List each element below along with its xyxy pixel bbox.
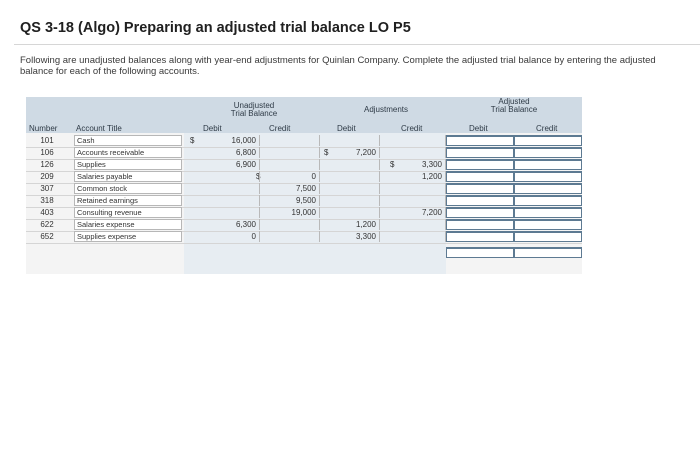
account-title-field: Supplies expense xyxy=(74,231,182,242)
adjusted-debit-input[interactable] xyxy=(446,171,514,182)
unadjusted-trial-balance-header xyxy=(186,102,322,118)
adjustments-debit-value xyxy=(326,171,380,182)
adjustments-debit-dollar-sign: $ xyxy=(324,148,329,157)
account-number: 126 xyxy=(40,160,54,169)
account-title-field: Salaries expense xyxy=(74,219,182,230)
account-number: 307 xyxy=(40,184,54,193)
adjustments-header xyxy=(326,106,446,114)
unadjusted-debit-value: 6,900 xyxy=(204,159,260,170)
account-title-field: Salaries payable xyxy=(74,171,182,182)
unadjusted-debit-value: 16,000 xyxy=(204,135,260,146)
unadjusted-debit-dollar-sign: $ xyxy=(190,136,195,145)
unadjusted-credit-value: 9,500 xyxy=(264,195,320,206)
adjustments-debit-value xyxy=(326,135,380,146)
adjustments-debit-value xyxy=(326,195,380,206)
adjustments-credit-value xyxy=(392,231,446,242)
adjusted-debit-input[interactable] xyxy=(446,183,514,194)
account-number: 622 xyxy=(40,220,54,229)
adjusted-header-text: Adjusted Trial Balance xyxy=(490,97,538,114)
account-number: 106 xyxy=(40,148,54,157)
adjustments-debit-value xyxy=(326,207,380,218)
adjustments-credit-value: 3,300 xyxy=(392,159,446,170)
unadjusted-credit-value: 0 xyxy=(264,171,320,182)
unadjusted-header-text: Unadjusted Trial Balance xyxy=(230,101,278,118)
adjusted-debit-input[interactable] xyxy=(446,231,514,242)
adjustments-debit-value: 3,300 xyxy=(326,231,380,242)
account-title-field: Accounts receivable xyxy=(74,147,182,158)
unadjusted-credit-value: 7,500 xyxy=(264,183,320,194)
table-row xyxy=(26,231,582,244)
account-title-field: Common stock xyxy=(74,183,182,194)
column-header-unadjusted-credit: Credit xyxy=(269,124,291,133)
adjusted-credit-total-input[interactable] xyxy=(514,247,582,258)
unadjusted-debit-value xyxy=(204,183,260,194)
account-title-field: Supplies xyxy=(74,159,182,170)
adjustments-header-text: Adjustments xyxy=(363,105,409,114)
account-number: 101 xyxy=(40,136,54,145)
adjusted-debit-input[interactable] xyxy=(446,159,514,170)
column-header-adjustments-debit: Debit xyxy=(337,124,356,133)
adjusted-trial-balance-header xyxy=(446,98,582,114)
adjustments-debit-value xyxy=(326,183,380,194)
adjusted-debit-input[interactable] xyxy=(446,195,514,206)
column-header-number: Number xyxy=(29,124,58,133)
unadjusted-credit-value xyxy=(264,231,320,242)
adjustments-credit-value: 7,200 xyxy=(392,207,446,218)
adjusted-credit-input[interactable] xyxy=(514,147,582,158)
column-header-adjusted-debit: Debit xyxy=(469,124,488,133)
adjustments-debit-value xyxy=(326,159,380,170)
account-number: 209 xyxy=(40,172,54,181)
adjustments-credit-value xyxy=(392,183,446,194)
adjustments-credit-value xyxy=(392,219,446,230)
unadjusted-debit-value: 0 xyxy=(204,231,260,242)
adjusted-debit-input[interactable] xyxy=(446,207,514,218)
unadjusted-credit-value xyxy=(264,219,320,230)
account-title-field: Cash xyxy=(74,135,182,146)
adjusted-credit-input[interactable] xyxy=(514,219,582,230)
adjustments-credit-value xyxy=(392,135,446,146)
unadjusted-debit-value xyxy=(204,195,260,206)
adjusted-credit-input[interactable] xyxy=(514,207,582,218)
unadjusted-debit-value xyxy=(204,207,260,218)
adjusted-credit-input[interactable] xyxy=(514,183,582,194)
adjustments-credit-dollar-sign: $ xyxy=(390,160,395,169)
column-header-adjusted-credit: Credit xyxy=(536,124,558,133)
adjusted-trial-balance-worksheet xyxy=(26,97,582,274)
adjusted-debit-input[interactable] xyxy=(446,135,514,146)
page-title: QS 3-18 (Algo) Preparing an adjusted trial balance LO P5 xyxy=(20,20,411,36)
adjusted-credit-input[interactable] xyxy=(514,159,582,170)
unadjusted-credit-dollar-sign: $ xyxy=(256,172,261,181)
unadjusted-credit-value xyxy=(264,147,320,158)
adjustments-debit-value: 1,200 xyxy=(326,219,380,230)
unadjusted-debit-value: 6,800 xyxy=(204,147,260,158)
totals-row xyxy=(26,247,582,259)
adjusted-debit-input[interactable] xyxy=(446,147,514,158)
adjusted-credit-input[interactable] xyxy=(514,195,582,206)
adjusted-credit-input[interactable] xyxy=(514,231,582,242)
account-number: 318 xyxy=(40,196,54,205)
unadjusted-credit-value xyxy=(264,159,320,170)
account-number: 652 xyxy=(40,232,54,241)
adjustments-credit-value xyxy=(392,147,446,158)
instructions-text: Following are unadjusted balances along with year-end adjustments for Quinlan Company. Complete the adjusted trial balance by entering the adjusted balance for each of the following accounts. xyxy=(20,55,656,77)
adjusted-credit-input[interactable] xyxy=(514,135,582,146)
column-header-adjustments-credit: Credit xyxy=(401,124,423,133)
column-header-account-title: Account Title xyxy=(76,124,122,133)
title-divider xyxy=(14,44,700,45)
adjusted-debit-total-input[interactable] xyxy=(446,247,514,258)
account-title-field: Consulting revenue xyxy=(74,207,182,218)
account-title-field: Retained earnings xyxy=(74,195,182,206)
unadjusted-credit-value: 19,000 xyxy=(264,207,320,218)
adjusted-credit-input[interactable] xyxy=(514,171,582,182)
adjustments-debit-value: 7,200 xyxy=(326,147,380,158)
adjustments-credit-value xyxy=(392,195,446,206)
account-number: 403 xyxy=(40,208,54,217)
adjustments-credit-value: 1,200 xyxy=(392,171,446,182)
column-header-unadjusted-debit: Debit xyxy=(203,124,222,133)
unadjusted-debit-value: 6,300 xyxy=(204,219,260,230)
unadjusted-credit-value xyxy=(264,135,320,146)
adjusted-debit-input[interactable] xyxy=(446,219,514,230)
unadjusted-debit-value xyxy=(204,171,260,182)
